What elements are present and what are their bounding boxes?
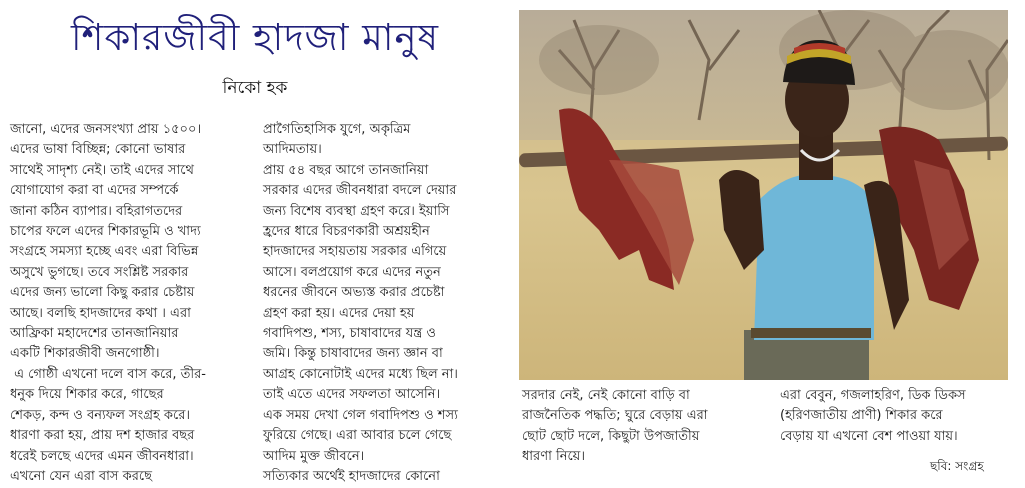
text-line: জমি। কিন্তু চাষাবাদের জন্য জ্ঞান বা xyxy=(263,346,443,362)
text-line: আসে। বলপ্রয়োগ করে এদের নতুন xyxy=(263,264,441,280)
text-line: ধরেই চলছে এদের এমন জীবনধারা। xyxy=(10,448,194,464)
text-line: সরদার নেই, নেই কোনো বাড়ি বা xyxy=(522,388,690,403)
text-line: এক সময় দেখা গেল গবাদিপশু ও শস্য xyxy=(263,407,458,423)
text-line: গ্রহণ করা হয়। এদের দেয়া হয় xyxy=(263,305,415,321)
text-line: রাজনৈতিক পদ্ধতি; ঘুরে বেড়ায় এরা xyxy=(522,408,708,424)
text-line: যোগাযোগ করা বা এদের সম্পর্কে xyxy=(10,183,179,199)
text-line: এ গোষ্ঠী এখনো দলে বাস করে, তীর- xyxy=(10,366,206,382)
text-line: আদিম মুক্ত জীবনে। xyxy=(263,448,365,464)
article-column-4 xyxy=(780,386,1015,447)
text-line: সাথেই সাদৃশ্য নেই। তাই এদের সাথে xyxy=(10,162,194,178)
text-line: ধারণা নিয়ে। xyxy=(522,449,585,465)
photo-credit: ছবি: সংগ্রহ xyxy=(930,459,984,473)
text-line: চাপের ফলে এদের শিকারভূমি ও খাদ্য xyxy=(10,224,201,240)
text-line: (হরিণজাতীয় প্রাণী) শিকার করে xyxy=(780,408,943,424)
text-line: শেকড়, কন্দ ও বন্যফল সংগ্রহ করে। xyxy=(10,407,191,423)
text-line: প্রায় ৫৪ বছর আগে তানজানিয়া xyxy=(263,162,429,178)
text-line: আছে। বলছি হাদজাদের কথা । এরা xyxy=(10,305,191,321)
text-line: এদের জন্য ভালো কিছু করার চেষ্টায় xyxy=(10,285,195,301)
text-line: গবাদিপশু, শস্য, চাষাবাদের যন্ত্র ও xyxy=(263,326,436,342)
text-line: প্রাগৈতিহাসিক যুগে, অকৃত্রিম xyxy=(263,122,411,137)
text-line: বেড়ায় যা এখনো বেশ পাওয়া যায়। xyxy=(780,428,958,444)
text-line: জানা কঠিন ব্যাপার। বহিরাগতদের xyxy=(10,203,183,219)
text-line: আগ্রহ কোনোটাই এদের মধ্যে ছিল না। xyxy=(263,366,458,382)
text-line: ধারণা করা হয়, প্রায় দশ হাজার বছর xyxy=(10,428,195,444)
text-line: একটি শিকারজীবী জনগোষ্ঠী। xyxy=(10,346,160,362)
text-line: অসুখে ভুগছে। তবে সংশ্লিষ্ট সরকার xyxy=(10,264,189,280)
headline: শিকারজীবী হাদজা মানুষ xyxy=(70,16,440,59)
text-line: ছোট ছোট দলে, কিছুটা উপজাতীয় xyxy=(522,428,700,444)
text-line: হ্রদের ধারে বিচরণকারী অশ্রয়হীন xyxy=(263,224,430,240)
text-line: তাই এতে এদের সফলতা আসেনি। xyxy=(263,387,441,403)
text-line: আফ্রিকা মহাদেশের তানজানিয়ার xyxy=(10,326,179,342)
hunter-photo xyxy=(519,10,1008,380)
byline: নিকো হক xyxy=(222,78,288,98)
article-column-2 xyxy=(263,120,518,487)
text-line: এখনো যেন এরা বাস করছে xyxy=(10,468,152,484)
text-line: ধরনের জীবনে অভ্যস্ত করার প্রচেষ্টা xyxy=(263,285,445,301)
text-line: সত্যিকার অর্থেই হাদজাদের কোনো xyxy=(263,468,440,484)
text-line: ধনুক দিয়ে শিকার করে, গাছের xyxy=(10,387,164,403)
text-line: আদিমতায়। xyxy=(263,142,322,158)
article-column-3 xyxy=(522,386,762,468)
article-column-1 xyxy=(10,120,262,487)
text-line: সরকার এদের জীবনধারা বদলে দেয়ার xyxy=(263,183,457,199)
text-line: ফুরিয়ে গেছে। এরা আবার চলে গেছে xyxy=(263,428,452,444)
text-line: এরা বেবুন, গজলাহরিণ, ডিক ডিকস xyxy=(780,388,966,403)
text-line: জন্য বিশেষ ব্যবস্থা গ্রহণ করে। ইয়াসি xyxy=(263,203,450,219)
text-line: জানো, এদের জনসংখ্যা প্রায় ১৫০০। xyxy=(10,122,202,137)
text-line: এদের ভাষা বিচ্ছিন্ন; কোনো ভাষার xyxy=(10,142,186,158)
text-line: সংগ্রহে সমস্যা হচ্ছে এবং এরা বিভিন্ন xyxy=(10,244,199,260)
text-line: হাদজাদের সহায়তায় সরকার এগিয়ে xyxy=(263,244,447,260)
